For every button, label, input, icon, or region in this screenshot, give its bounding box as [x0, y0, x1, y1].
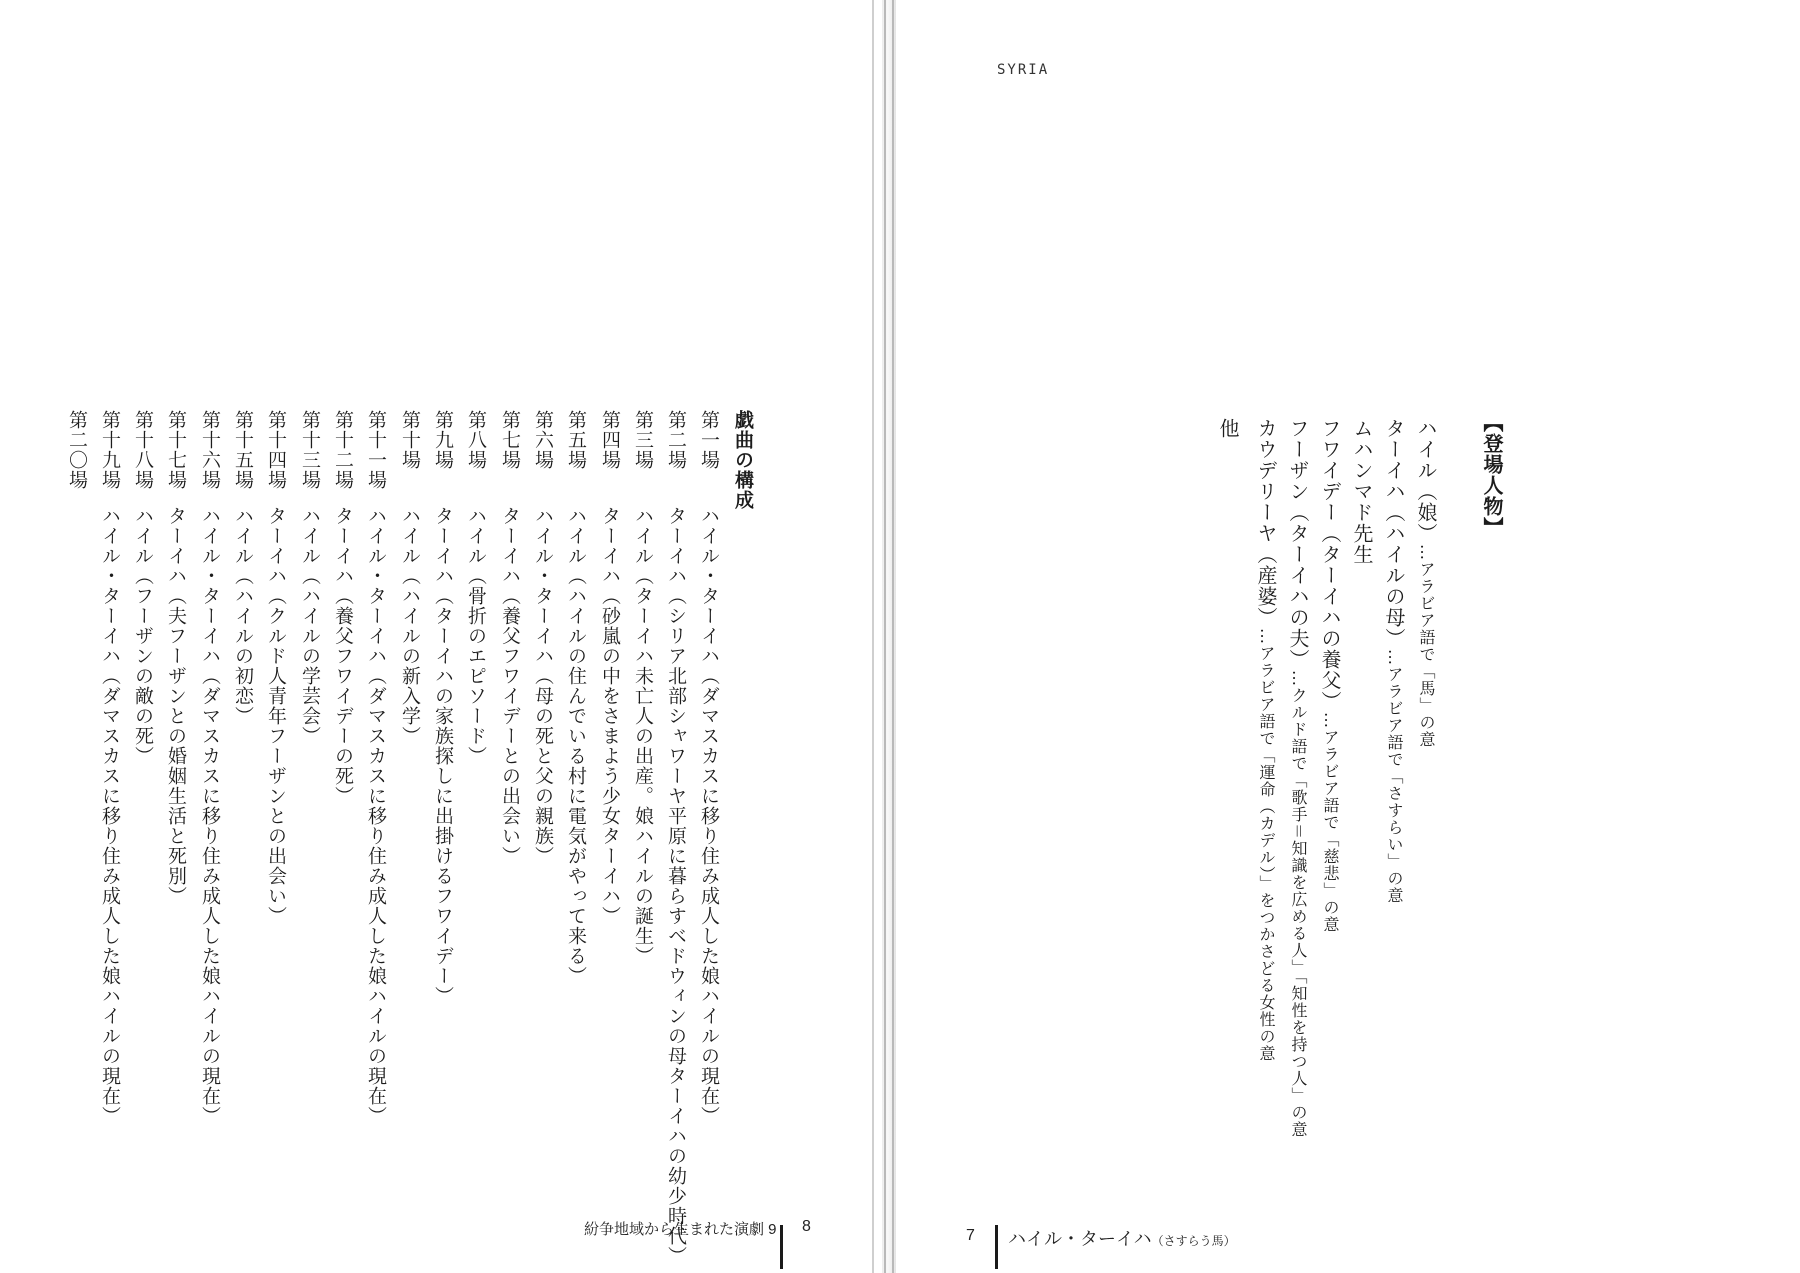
cast-entry — [1352, 418, 1372, 565]
scene-description: ハイル（ハイルの初恋） — [232, 506, 254, 726]
scene-number: 第二〇場 — [66, 410, 88, 490]
scene-number: 第十七場 — [165, 410, 187, 490]
scene-description: ハイル（ハイルの学芸会） — [299, 506, 321, 746]
scene-description: ハイル（ターイハ未亡人の出産。娘ハイルの誕生） — [632, 506, 654, 966]
series-title: 紛争地域から生まれた演劇 9 — [584, 1221, 777, 1238]
scene-number: 第一場 — [698, 410, 720, 470]
scene-description: ハイル（ハイルの住んでいる村に電気がやって来る） — [565, 506, 587, 986]
cast-name: カウデリーヤ（産婆） — [1254, 418, 1278, 628]
cast-name: 他 — [1216, 418, 1240, 439]
cast-entry — [1384, 418, 1404, 904]
book-title — [1008, 1225, 1236, 1251]
scene-description: ハイル（骨折のエピソード） — [465, 506, 487, 766]
cast-name: フワイデー（ターイハの養父） — [1318, 418, 1342, 712]
scene-number: 第二場 — [665, 410, 687, 470]
book-title-main: ハイル・ターイハ — [1008, 1229, 1152, 1249]
page-number: 8 — [802, 1218, 811, 1235]
gutter-line — [892, 0, 894, 1273]
scene-number: 第八場 — [465, 410, 487, 470]
right-page — [896, 0, 1800, 1273]
scene-description: ハイル・ターイハ（母の死と父の親族） — [532, 506, 554, 866]
cast-entry — [1288, 418, 1308, 1138]
cast-entry — [1256, 418, 1276, 1062]
gutter-line — [884, 0, 886, 1273]
scene-description: ハイル・ターイハ（ダマスカスに移り住み成人した娘ハイルの現在） — [365, 506, 387, 1126]
cast-note: アラビア語で「馬」の意 — [1417, 561, 1436, 748]
cast-separator: … — [1257, 628, 1276, 645]
book-subtitle: （さすらう馬） — [1151, 1234, 1236, 1248]
cast-separator: … — [1385, 649, 1404, 666]
cast-note: アラビア語で「さすらい」の意 — [1385, 666, 1404, 904]
cast-note: アラビア語で「運命（カデル）」をつかさどる女性の意 — [1257, 645, 1276, 1062]
cast-heading: 【登場人物】 — [1480, 412, 1504, 538]
scene-number: 第七場 — [499, 410, 521, 470]
scene-number: 第十場 — [399, 410, 421, 470]
cast-note: アラビア語で「慈悲」の意 — [1321, 729, 1340, 933]
cast-name: ターイハ（ハイルの母） — [1382, 418, 1406, 649]
cast-entry — [1218, 418, 1238, 439]
toc-title: 戯曲の構成 — [732, 410, 754, 510]
cast-separator: … — [1321, 712, 1340, 729]
scene-description: ハイル（ハイルの新入学） — [399, 506, 421, 746]
scene-number: 第四場 — [599, 410, 621, 470]
scene-description: ターイハ（夫フーザンとの婚姻生活と死別） — [165, 506, 187, 906]
footer-rule — [780, 1225, 783, 1269]
scene-number: 第六場 — [532, 410, 554, 470]
scene-number: 第十八場 — [132, 410, 154, 490]
cast-note: クルド語で「歌手＝知識を広める人」「知性を持つ人」の意 — [1289, 687, 1308, 1139]
scene-number: 第十九場 — [99, 410, 121, 490]
page-edge — [872, 0, 874, 1273]
scene-description: ハイル・ターイハ（ダマスカスに移り住み成人した娘ハイルの現在） — [698, 506, 720, 1126]
gutter — [882, 0, 896, 1273]
scene-description: ターイハ（養父フワイデーとの出会い） — [499, 506, 521, 866]
running-head: SYRIA — [997, 62, 1050, 78]
cast-separator: … — [1417, 544, 1436, 561]
scene-number: 第十三場 — [299, 410, 321, 490]
scene-number: 第三場 — [632, 410, 654, 470]
cast-entry — [1416, 418, 1436, 748]
scene-description: ハイル（フーザンの敵の死） — [132, 506, 154, 766]
cast-separator: … — [1289, 670, 1308, 687]
scene-description: ターイハ（養父フワイデーの死） — [332, 506, 354, 806]
scene-number: 第五場 — [565, 410, 587, 470]
cast-entry — [1320, 418, 1340, 933]
footer-rule — [995, 1225, 998, 1269]
scene-description: ターイハ（ターイハの家族探しに出掛けるフワイデー） — [432, 506, 454, 1006]
scene-description: ターイハ（砂嵐の中をさまよう少女ターイハ） — [599, 506, 621, 926]
scene-description: ターイハ（クルド人青年フーザンとの出会い） — [265, 506, 287, 926]
scene-number: 第九場 — [432, 410, 454, 470]
scene-number: 第十四場 — [265, 410, 287, 490]
scene-number: 第十二場 — [332, 410, 354, 490]
cast-name: ハイル（娘） — [1414, 418, 1438, 544]
scene-number: 第十一場 — [365, 410, 387, 490]
cast-name: ムハンマド先生 — [1350, 418, 1374, 565]
cast-name: フーザン（ターイハの夫） — [1286, 418, 1310, 670]
scene-number: 第十六場 — [199, 410, 221, 490]
scene-description: ハイル・ターイハ（ダマスカスに移り住み成人した娘ハイルの現在） — [99, 506, 121, 1126]
left-page — [0, 0, 882, 1273]
page-number: 7 — [966, 1227, 975, 1244]
scene-description: ターイハ（シリア北部シャワーヤ平原に暮らすベドウィンの母ターイハの幼少時代） — [665, 506, 687, 1266]
scene-number: 第十五場 — [232, 410, 254, 490]
scene-description: ハイル・ターイハ（ダマスカスに移り住み成人した娘ハイルの現在） — [199, 506, 221, 1126]
